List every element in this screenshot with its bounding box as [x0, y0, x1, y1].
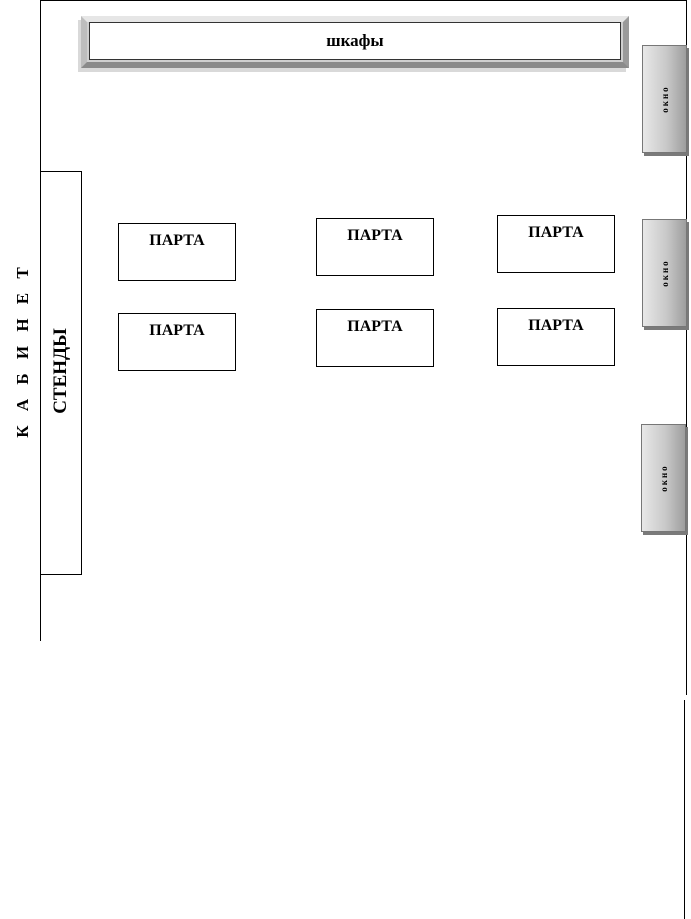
cabinet-label	[0, 262, 46, 438]
desk-label: ПАРТА	[528, 317, 584, 334]
desk-label: ПАРТА	[528, 224, 584, 241]
desk-label: ПАРТА	[149, 232, 205, 249]
window-label: окно	[659, 85, 670, 113]
cupboards-box	[81, 16, 629, 68]
stands-panel	[41, 171, 82, 575]
desk-label: ПАРТА	[149, 322, 205, 339]
window-label: окно	[659, 259, 670, 287]
cupboards-face	[89, 22, 621, 60]
window-label: окно	[658, 464, 669, 492]
desk	[118, 223, 236, 281]
cabinet-label-text: К А Б И Н Е Т	[13, 262, 32, 438]
desk	[316, 309, 434, 367]
desk	[316, 218, 434, 276]
desk-label: ПАРТА	[347, 318, 403, 335]
wall-top	[40, 0, 686, 1]
window	[641, 424, 686, 532]
cupboards-label: шкафы	[326, 31, 384, 50]
desk	[118, 313, 236, 371]
wall-right-bottom	[684, 700, 685, 919]
desk	[497, 215, 615, 273]
window	[642, 45, 687, 153]
desk-label: ПАРТА	[347, 227, 403, 244]
window	[642, 219, 687, 327]
stands-label: СТЕНДЫ	[50, 328, 71, 414]
desk	[497, 308, 615, 366]
